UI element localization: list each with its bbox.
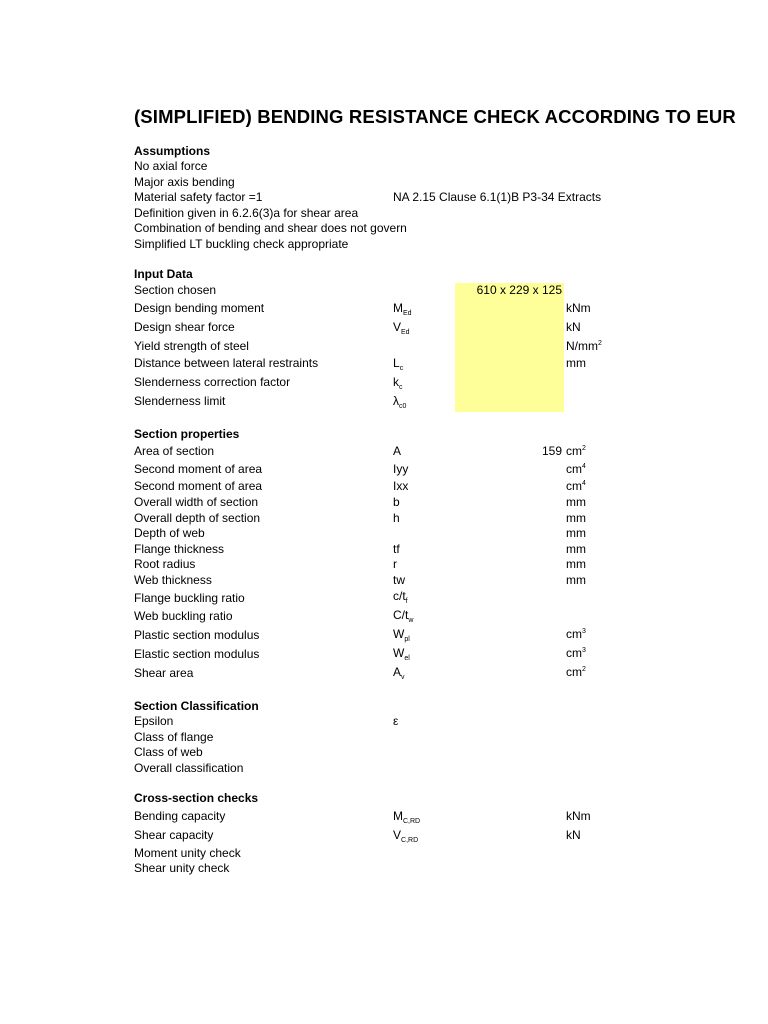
design-moment-unit: kNm <box>566 301 591 315</box>
bending-capacity-unit: kNm <box>566 809 591 823</box>
assumptions-note: NA 2.15 Clause 6.1(1)B P3-34 Extracts <box>393 190 602 204</box>
design-moment-label: Design bending moment <box>134 301 265 315</box>
area-value: 159 <box>541 444 562 458</box>
width-symbol: b <box>393 495 400 509</box>
design-shear-symbol: $V_{Ed}$ <box>393 320 410 336</box>
depth-unit: mm <box>566 511 586 525</box>
slenderness-limit-symbol: $\lambda_{c0}$ <box>393 394 407 410</box>
epsilon-symbol: ε <box>393 714 399 728</box>
iyy-label: Second moment of area <box>134 462 263 476</box>
restraint-distance-symbol: $L_c$ <box>393 356 404 372</box>
flange-thickness-symbol: tf <box>393 542 400 556</box>
design-shear-label: Design shear force <box>134 320 235 334</box>
web-depth-label: Depth of web <box>134 526 205 540</box>
yield-strength-label: Yield strength of steel <box>134 339 249 353</box>
assumption-item: Material safety factor =1 <box>134 190 263 204</box>
plastic-modulus-label: Plastic section modulus <box>134 628 260 642</box>
ixx-label: Second moment of area <box>134 479 263 493</box>
shear-capacity-symbol: $V_{C,RD}$ <box>393 828 419 844</box>
iyy-symbol: Iyy <box>393 462 409 476</box>
web-thickness-unit: mm <box>566 573 586 587</box>
assumption-item: No axial force <box>134 159 208 173</box>
iyy-unit: $cm^4$ <box>566 462 586 476</box>
elastic-modulus-symbol: $W_{el}$ <box>393 646 410 662</box>
moment-unity-label: Moment unity check <box>134 846 241 860</box>
area-symbol: A <box>393 444 402 458</box>
root-radius-symbol: r <box>393 557 397 571</box>
restraint-distance-unit: mm <box>566 356 586 370</box>
yield-strength-unit: $N/mm^2$ <box>566 339 602 353</box>
overall-class-label: Overall classification <box>134 761 244 775</box>
epsilon-label: Epsilon <box>134 714 174 728</box>
shear-capacity-unit: kN <box>566 828 581 842</box>
classification-heading: Section Classification <box>134 699 259 713</box>
root-radius-unit: mm <box>566 557 586 571</box>
web-class-label: Class of web <box>134 745 203 759</box>
depth-label: Overall depth of section <box>134 511 261 525</box>
input-cells-highlight[interactable] <box>455 283 564 412</box>
assumption-item: Definition given in 6.2.6(3)a for shear area <box>134 206 359 220</box>
flange-thickness-label: Flange thickness <box>134 542 225 556</box>
input-heading: Input Data <box>134 267 193 281</box>
restraint-distance-label: Distance between lateral restraints <box>134 356 319 370</box>
flange-class-label: Class of flange <box>134 730 214 744</box>
checks-heading: Cross-section checks <box>134 791 259 805</box>
slenderness-limit-label: Slenderness limit <box>134 394 226 408</box>
web-thickness-label: Web thickness <box>134 573 212 587</box>
assumptions-heading: Assumptions <box>134 144 211 158</box>
shear-area-symbol: $A_v$ <box>393 665 405 681</box>
width-unit: mm <box>566 495 586 509</box>
design-shear-unit: kN <box>566 320 581 334</box>
design-moment-symbol: $M_{Ed}$ <box>393 301 412 317</box>
plastic-modulus-symbol: $W_{pl}$ <box>393 627 410 643</box>
ixx-unit: $cm^4$ <box>566 479 586 493</box>
bending-capacity-label: Bending capacity <box>134 809 226 823</box>
width-label: Overall width of section <box>134 495 259 509</box>
web-depth-unit: mm <box>566 526 586 540</box>
section-chosen-value[interactable]: 610 x 229 x 125 <box>476 283 562 297</box>
depth-symbol: h <box>393 511 400 525</box>
web-buckling-symbol: $C/t_w$ <box>393 608 414 624</box>
assumption-item: Combination of bending and shear does not govern <box>134 221 407 235</box>
ixx-symbol: Ixx <box>393 479 409 493</box>
web-thickness-symbol: tw <box>393 573 405 587</box>
shear-area-unit: $cm^2$ <box>566 665 586 679</box>
area-label: Area of section <box>134 444 215 458</box>
plastic-modulus-unit: $cm^3$ <box>566 627 586 641</box>
assumption-item: Simplified LT buckling check appropriate <box>134 237 349 251</box>
shear-area-label: Shear area <box>134 666 194 680</box>
elastic-modulus-unit: $cm^3$ <box>566 646 586 660</box>
area-unit: $cm^2$ <box>566 444 586 458</box>
web-buckling-label: Web buckling ratio <box>134 609 233 623</box>
shear-unity-label: Shear unity check <box>134 861 230 875</box>
elastic-modulus-label: Elastic section modulus <box>134 647 260 661</box>
section-chosen-label: Section chosen <box>134 283 217 297</box>
assumption-item: Major axis bending <box>134 175 235 189</box>
section-properties-heading: Section properties <box>134 427 240 441</box>
slenderness-factor-label: Slenderness correction factor <box>134 375 291 389</box>
flange-thickness-unit: mm <box>566 542 586 556</box>
bending-capacity-symbol: $M_{C,RD}$ <box>393 809 421 825</box>
flange-buckling-symbol: $c/t_f$ <box>393 589 408 605</box>
slenderness-factor-symbol: $k_c$ <box>393 375 403 391</box>
flange-buckling-label: Flange buckling ratio <box>134 591 245 605</box>
shear-capacity-label: Shear capacity <box>134 828 214 842</box>
root-radius-label: Root radius <box>134 557 196 571</box>
page-title: (SIMPLIFIED) BENDING RESISTANCE CHECK ACCORDING TO EUR <box>134 106 736 127</box>
